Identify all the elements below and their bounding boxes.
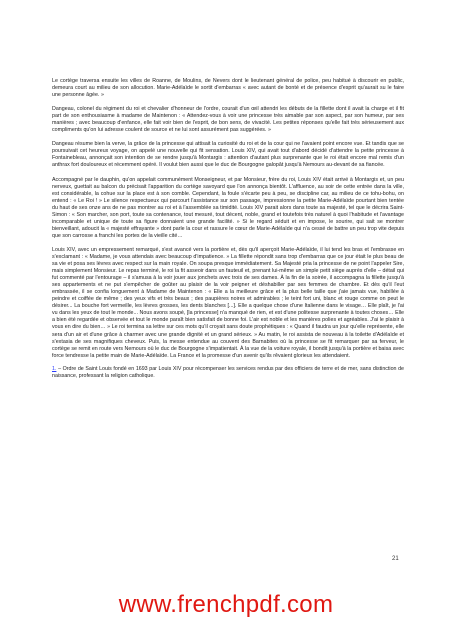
footnote-text: – Ordre de Saint Louis fondé en 1693 par Louis XIV pour récompenser les services rendus par des officiers de terre et de mer, sans distinction de naissance, professant la religion catholique.: [52, 365, 404, 379]
paragraph-1: Le cortège traversa ensuite les villes de Roanne, de Moulins, de Nevers dont le lieutenant général de police, peu habitué à discourir en public, demeura court au milieu de son allocution. Marie-Adélaïde le sortit d'embarras « avec autant de bonté et de présence d'esprit qu'aurait su le faire une personne âgée. »: [52, 78, 404, 99]
footnote-marker-link[interactable]: 1.: [52, 365, 57, 372]
paragraph-3: Dangeau résume bien la verve, la grâce de la princesse qui attisait la curiosité du roi et de la cour qui ne l'avaient point encore vue. Et tandis que se poursuivait cet heureux voyage, on appelé une nouvelle qui fit sensation. Louis XIV, qui avait tout d'abord décidé d'attendre la petite princesse à Fontainebleau, annonçait son intention de se rendre jusqu'à Montargis : attention d'autant plus surprenante que le roi était encore mal remis d'un anthrax fort douloureux et récemment opéré. Il voulut bien aussi que le duc de Bourgogne galopât jusqu'à Nemours au-devant de sa fiancée.: [52, 141, 404, 169]
footnote: [52, 366, 404, 380]
paragraph-2: Dangeau, colonel du régiment du roi et chevalier d'honneur de l'ordre, courait d'un œil attendri les débuts de la fillette dont il avait la charge et il fit part de son enthousiasme à madame de Maintenon : « Attendez-vous à voir une princesse très aimable par son aspect, par son humeur, par ses manières ; avec beaucoup d'enfance, elle fait voir bien de l'esprit, de bon sens, de vivacité. Les petites réponses qu'elle fait très sérieusement aux compliments qu'on lui adresse coulent de source et ne lui sont assurément pas suggérées. »: [52, 106, 404, 134]
page-body: [52, 78, 404, 380]
page-number: 21: [392, 556, 399, 562]
watermark: www.frenchpdf.com: [118, 591, 334, 618]
paragraph-5: Louis XIV, avec un empressement remarqué, s'est avancé vers la portière et, dès qu'il aperçoit Marie-Adélaïde, il lui tend les bras et l'embrasse en s'exclamant : « Madame, je vous attendais avec beaucoup d'impatience. » La fillette répondit sans trop d'embarras que ce jour était le plus beau de sa vie et posa ses lèvres avec respect sur la main royale. On soupa presque immédiatement. Sa Majesté pria la princesse de ne point l'appeler Sire, mais simplement Monsieur. Le repas terminé, le roi la fit asseoir dans un fauteuil et, prenant lui-même un simple petit siège auprès d'elle – détail qui fut commenté par l'entourage – il s'amusa à la voir jouer aux jonchets avec trois de ses dames. À la fin de la soirée, il accompagna la fillette jusqu'à ses appartements et ne put s'empêcher de goûter au plaisir de la voir peigner et déshabiller par ses femmes de chambre. Et dès qu'il l'eut embrassée, il se confia longuement à Madame de Maintenon : « Elle a la meilleure grâce et la plus belle taille que j'aie jamais vue, habillée à peindre et coiffée de même ; des yeux vifs et très beaux ; des paupières noires et admirables ; le teint fort uni, blanc et rouge comme on peut le désirer... La bouche fort vermeille, les lèvres grosses, les dents blanches [...]. Elle a quelque chose d'une Italienne dans le visage… Elle plaît, je l'ai vu dans les yeux de tout le monde... Nous avons soupé, [la princesse] n'a manqué de rien, et est d'une politesse surprenante à toutes choses… Elle a bien été regardée et observée et tout le monde paraît bien satisfait de bonne foi. L'air est noble et les manières polies et agréables. J'ai le plaisir à vous en dire du bien… » Le roi termina sa lettre sur ces mots qu'il croyait sans doute prophétiques : « Quand il faudra un jour qu'elle représente, elle sera d'un air et d'une grâce à charmer avec une grande dignité et un grand sérieux. » Au matin, le roi assista de nouveau à la toilette d'Adélaïde et s'extasia de ses magnifiques cheveux. Puis, la messe entendue au couvent des Barnabites où la princesse se fit remarquer par sa ferveur, le cortège se remit en route vers Nemours où le duc de Bourgogne s'impatientait. À la vue de la voiture royale, il bondit jusqu'à la portière et baisa avec force tendresse la petite main de Marie-Adélaïde. La France et la promesse d'un avenir qu'ils rêvaient glorieux les attendaient.: [52, 246, 404, 359]
paragraph-4: Accompagné par le dauphin, qu'on appelait communément Monseigneur, et par Monsieur, frère du roi, Louis XIV était arrivé à Montargis et, un peu nerveux, guettait au balcon du précisait l'apparition du cortège savoyard que l'on annonça bientôt. L'affluence, au soir de cette entrée dans la ville, est considérable, la cohue sur la place est à son comble. Cependant, la foule s'écarte peu à peu, se discipline car, au milieu de ce tohu-bohu, on entend : « Le Roi ! » Le silence respectueux qui parcourt l'assistance sur son passage, impressionne la petite Marie-Adélaïde pourtant bien tentée du haut de ses onze ans de ne pas montrer au roi et à l'assemblée sa timidité. Louis XIV parait alors dans toute sa majesté, tel que le décrira Saint-Simon : « Son marcher, son port, toute sa contenance, tout mesuré, tout décent, noble, grand et toutefois très naturel à quoi l'habitude et l'avantage incomparable et unique de toute sa figure donnaient une grande facilité. » Si le regard séduit et en impose, le sourire, qui sait se montrer bienveillant, adoucit la « majesté effrayante » dont parle la cour et rassure le cœur de Marie-Adélaïde qui n'a cessé de battre un peu trop vite depuis que son carrosse a franchi les portes de la vieille cité…: [52, 176, 404, 239]
